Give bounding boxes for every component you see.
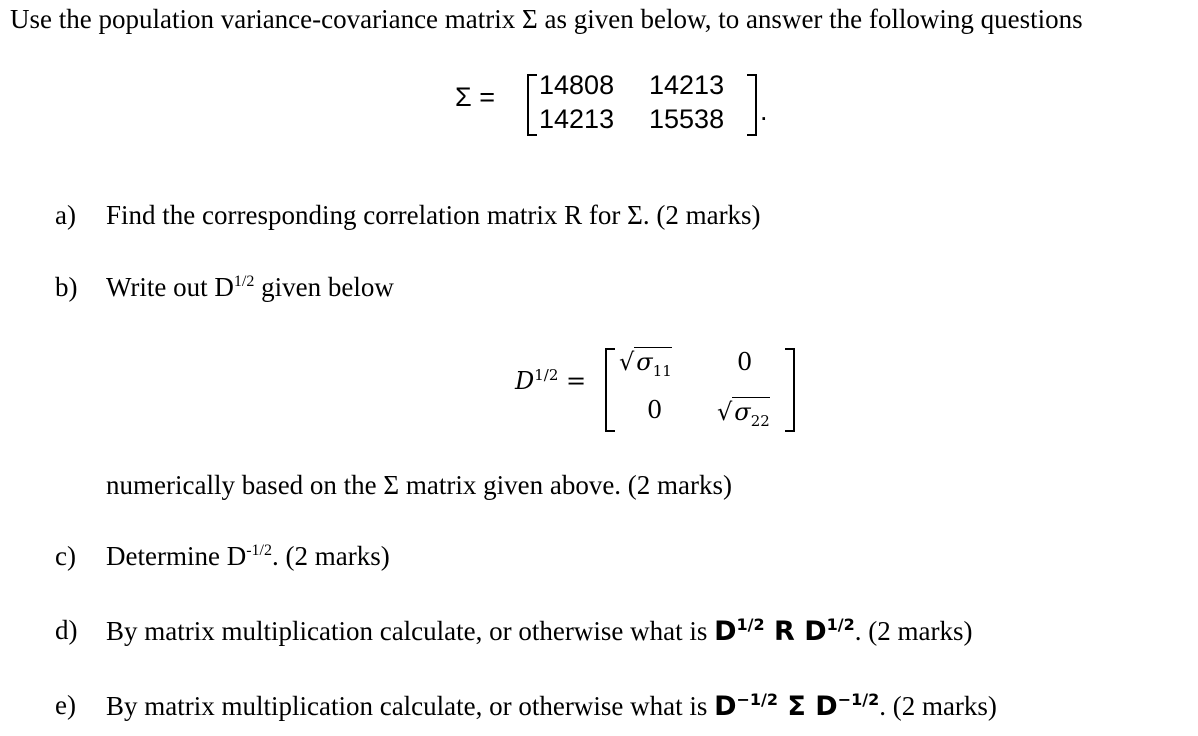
question-d-label: d) [55, 615, 78, 645]
expr-sup2: 1/2 [826, 615, 855, 634]
expr-sup1: −1/2 [736, 690, 779, 709]
intro-text: Use the population variance-covariance matrix Σ as given below, to answer the following questions [10, 4, 1083, 34]
d-label-base: D [515, 367, 535, 395]
sigma-cell-11: 14808 [539, 70, 615, 100]
question-a-text: Find the corresponding correlation matrix R for Σ. (2 marks) [106, 200, 761, 230]
question-d-text-post: . (2 marks) [854, 616, 973, 646]
question-c-label: c) [55, 541, 76, 571]
question-c-text [106, 541, 390, 572]
sigma-sub: 22 [750, 411, 770, 430]
question-c-text-pre: Determine D [106, 541, 247, 571]
question-c-text-post: . (2 marks) [271, 541, 390, 571]
sigma-sub: 11 [652, 361, 672, 380]
d-half-label [515, 366, 586, 395]
question-b-text-post: given below [254, 272, 394, 302]
sigma-period: . [760, 96, 768, 126]
question-d-expression [714, 616, 855, 647]
question-d-text [106, 615, 972, 647]
expr-d: D [714, 616, 737, 647]
question-b-label: b) [55, 272, 78, 302]
sigma-matrix [527, 66, 757, 138]
expr-d: D [714, 691, 737, 722]
question-e-text [106, 690, 997, 722]
left-bracket [527, 74, 537, 136]
sqrt-sigma-11: $√\sigma_{11}$ [619, 348, 672, 380]
sigma-cell-22: 15538 [649, 104, 725, 134]
question-e-text-pre: By matrix multiplication calculate, or otherwise what is [106, 691, 715, 721]
sigma-cell-21: 14213 [539, 104, 615, 134]
question-a-label: a) [55, 200, 76, 230]
expr-mid: Σ D [778, 691, 838, 722]
question-b-sup: 1/2 [233, 273, 255, 290]
question-e-label: e) [55, 690, 76, 720]
question-e-expression [714, 691, 879, 722]
sigma-cell-12: 14213 [649, 70, 725, 100]
question-d-text-pre: By matrix multiplication calculate, or otherwise what is [106, 616, 715, 646]
d-equals: = [566, 367, 587, 395]
question-b-text-pre: Write out D [106, 272, 234, 302]
question-b-continuation: numerically based on the Σ matrix given above. (2 marks) [106, 470, 733, 500]
right-bracket [747, 74, 757, 136]
d-cell-12: 0 [737, 348, 753, 376]
d-half-matrix [605, 340, 795, 430]
sigma-label: Σ = [455, 82, 495, 112]
expr-sup1: 1/2 [736, 615, 765, 634]
d-cell-21: 0 [647, 396, 663, 424]
expr-sup2: −1/2 [837, 690, 880, 709]
question-c-sup: -1/2 [246, 542, 272, 559]
question-e-text-post: . (2 marks) [879, 691, 997, 721]
sigma-symbol: σ [734, 398, 751, 426]
expr-mid: R D [764, 616, 827, 647]
left-bracket [605, 348, 615, 432]
sqrt-sigma-22: $√\sigma_{22}$ [717, 398, 770, 430]
sigma-symbol: σ [636, 348, 653, 376]
d-label-sup: 1/2 [534, 366, 559, 384]
right-bracket [785, 348, 795, 432]
question-b-text [106, 272, 394, 303]
